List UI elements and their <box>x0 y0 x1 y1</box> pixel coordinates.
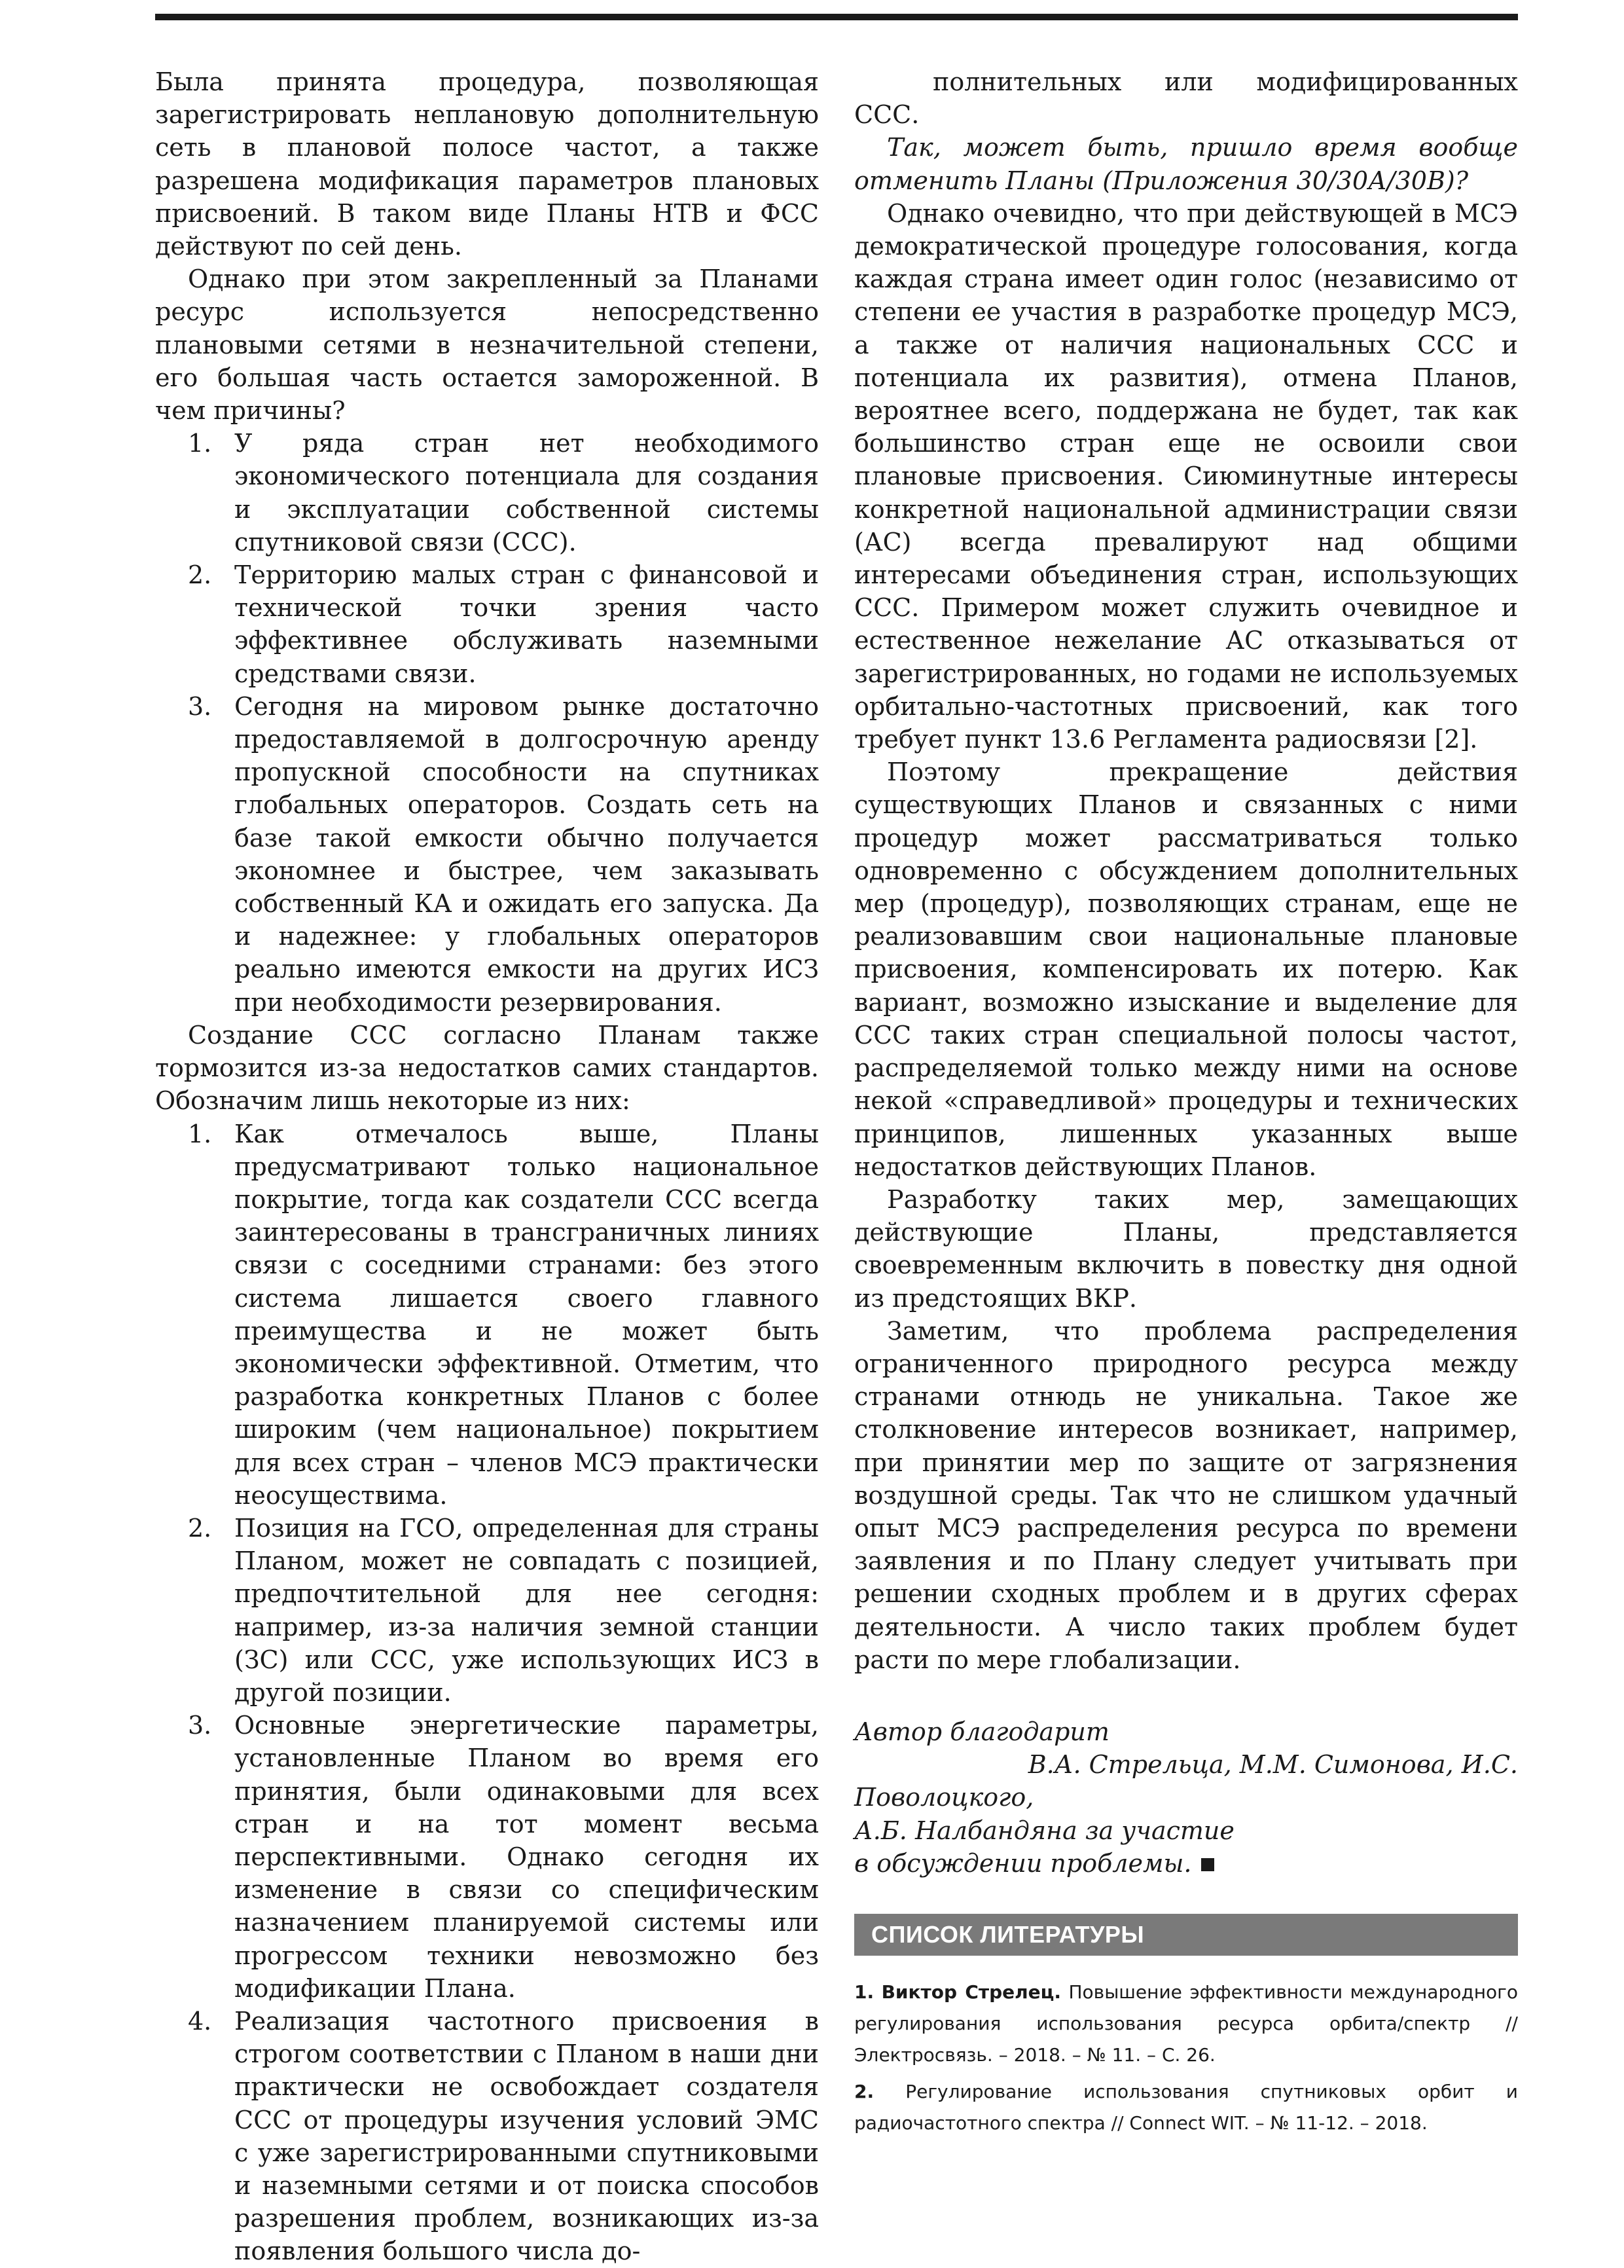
list-item <box>155 690 819 1019</box>
ack-line: В.А. Стрельца, М.М. Симонова, И.С. Поволоцкого, <box>854 1750 1518 1812</box>
list-item <box>155 1512 819 1709</box>
list-number: 4. <box>188 2006 212 2036</box>
reference-number: 2. <box>854 2080 875 2102</box>
list-text: Позиция на ГСО, определенная для страны Планом, может не совпадать с позицией, предпочтительной для нее сегодня: например, из-за наличия земной станции (ЗС) или ССС, уже использующих ИСЗ в другой позиции. <box>234 1513 819 1707</box>
paragraph: Разработку таких мер, замещающих действующие Планы, представляется своевременным включить в повестку дня одной из предстоящих ВКР. <box>854 1184 1518 1313</box>
shortcomings-list <box>155 1118 819 2268</box>
paragraph: Однако при этом закрепленный за Планами ресурс используется непосредственно плановыми сетями в незначительной степени, его большая часть остается замороженной. В чем причины? <box>155 265 819 426</box>
list-number: 3. <box>188 1711 212 1740</box>
list-item <box>155 427 819 558</box>
paragraph: Заметим, что проблема распределения ограниченного природного ресурса между странами отнюдь не уникальна. Такое же столкновение интересов возникает, например, при принятии мер по защите от загрязнения воздушной среды. Так что не слишком удачный опыт МСЭ распределения ресурса по времени заявления и по Плану следует учитывать при решении сходных проблем и в других сферах деятельности. А число таких проблем будет расти по мере глобализации. <box>854 1316 1518 1674</box>
paragraph: Создание ССС согласно Планам также тормозится из-за недостатков самих стандартов. Обозначим лишь некоторые из них: <box>155 1020 819 1116</box>
list-number: 3. <box>188 691 212 721</box>
list-text: Реализация частотного присвоения в строгом соответствии с Планом в наши дни практически не освобождает создателя ССС от процедуры изучения условий ЭМС с уже зарегистрированными спутниковыми и наземными сетями и от поиска способов разрешения проблем, возникающих из-за появления большого числа до- <box>234 2006 819 2266</box>
list-number: 2. <box>188 560 212 590</box>
ack-line: в обсуждении проблемы. <box>854 1848 1192 1878</box>
acknowledgement <box>854 1715 1518 1880</box>
reference-item <box>854 2076 1518 2139</box>
list-item <box>155 558 819 690</box>
paragraph: Была принята процедура, позволяющая зарегистрировать неплановую дополнительную сеть в плановой полосе частот, а также разрешена модификация параметров плановых присвоений. В таком виде Планы НТВ и ФСС действуют по сей день. <box>155 67 819 261</box>
reference-author: Виктор Стрелец. <box>881 1981 1062 2003</box>
references-list <box>854 1977 1518 2139</box>
left-column <box>155 65 819 2268</box>
list-item <box>155 1709 819 2005</box>
continued-text: полнительных или модифицированных ССС. <box>854 67 1518 130</box>
references-heading: СПИСОК ЛИТЕРАТУРЫ <box>854 1914 1518 1956</box>
ack-line: Автор благодарит <box>854 1717 1110 1746</box>
reference-text: Регулирование использования спутниковых орбит и радиочастотного спектра // Connect WIT. – № 11-12. – 2018. <box>854 2080 1518 2134</box>
reasons-list <box>155 427 819 1019</box>
list-number: 1. <box>188 1119 212 1148</box>
list-number: 1. <box>188 429 212 458</box>
paragraph: Поэтому прекращение действия существующих Планов и связанных с ними процедур может рассматриваться только одновременно с обсуждением дополнительных мер (процедур), позволяющих странам, еще не реализовавшим свои национальные плановые присвоения, компенсировать их потерю. Как вариант, возможно изыскание и выделение для ССС таких стран специальной полосы частот, распределяемой только между ними на основе некой «справедливой» процедуры и технических принципов, лишенных указанных выше недостатков действующих Планов. <box>854 758 1518 1181</box>
reference-item <box>854 1977 1518 2071</box>
end-mark-icon <box>1201 1858 1214 1871</box>
reference-text: Повышение эффективности международного регулирования использования ресурса орбита/спектр // Электросвязь. – 2018. – № 11. – С. 26. <box>854 1981 1519 2066</box>
right-column <box>854 65 1518 2144</box>
reference-number: 1. <box>854 1981 875 2003</box>
list-text: Сегодня на мировом рынке достаточно предоставляемой в долгосрочную аренду пропускной способности на спутниках глобальных операторов. Создать сеть на базе такой емкости обычно получается экономнее и быстрее, чем заказывать собственный КА и ожидать его запуска. Да и надежнее: у глобальных операторов реально имеются емкости на других ИСЗ при необходимости резервирования. <box>234 691 819 1017</box>
list-text: Территорию малых стран с финансовой и технической точки зрения часто эффективнее обслуживать наземными средствами связи. <box>234 560 819 688</box>
list-text: У ряда стран нет необходимого экономического потенциала для создания и эксплуатации собственной системы спутниковой связи (ССС). <box>234 429 819 557</box>
list-text: Основные энергетические параметры, установленные Планом во время его принятия, были одинаковыми для всех стран и на тот момент весьма перспективными. Однако сегодня их изменение в связи со специфическим назначением планируемой системы или прогрессом техники невозможно без модификации Плана. <box>234 1711 819 2003</box>
ack-line: А.Б. Налбандяна за участие <box>854 1816 1235 1845</box>
list-item <box>155 2005 819 2268</box>
top-rule <box>155 14 1518 20</box>
paragraph: Однако очевидно, что при действующей в МСЭ демократической процедуре голосования, когда каждая страна имеет один голос (независимо от степени ее участия в разработке процедур МСЭ, а также от наличия национальных ССС и потенциала их развития), отмена Планов, вероятнее всего, поддержана не будет, так как большинство стран еще не освоили свои плановые присвоения. Сиюминутные интересы конкретной национальной администрации связи (АС) всегда превалируют над общими интересами объединения стран, использующих ССС. Примером может служить очевидное и естественное нежелание АС отказываться от зарегистрированных, но годами не используемых орбитально-частотных присвоений, как того требует пункт 13.6 Регламента радиосвязи [2]. <box>854 198 1518 754</box>
list-text: Как отмечалось выше, Планы предусматривают только национальное покрытие, тогда как создатели ССС всегда заинтересованы в трансграничных линиях связи с соседними странами: без этого система лишается своего главного преимущества и не может быть экономически эффективной. Отметим, что разработка конкретных Планов с более широким (чем национальное) покрытием для всех стран – членов МСЭ практически неосуществима. <box>234 1119 819 1510</box>
italic-question: Так, может быть, пришло время вообще отменить Планы (Приложения 30/30А/30В)? <box>854 133 1518 195</box>
list-item <box>155 1118 819 1512</box>
list-number: 2. <box>188 1513 212 1543</box>
